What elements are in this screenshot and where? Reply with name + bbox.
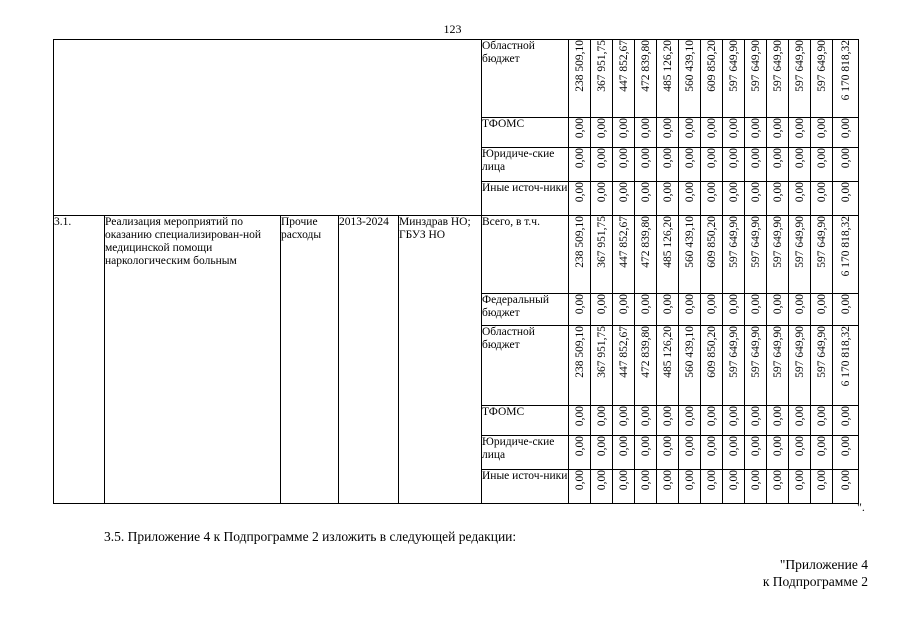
value-text: 0,00 bbox=[705, 436, 718, 457]
value-text: 0,00 bbox=[617, 182, 630, 203]
value-text: 0,00 bbox=[815, 406, 828, 427]
value-text: 6 170 818,32 bbox=[839, 216, 852, 277]
value-text: 0,00 bbox=[595, 406, 608, 427]
value-cell bbox=[657, 148, 679, 182]
value-text: 0,00 bbox=[727, 406, 740, 427]
value-text: 367 951,75 bbox=[595, 326, 608, 378]
value-text: 0,00 bbox=[617, 294, 630, 315]
value-cell bbox=[745, 182, 767, 216]
value-cell bbox=[591, 182, 613, 216]
value-text: 0,00 bbox=[839, 148, 852, 169]
value-cell bbox=[591, 216, 613, 294]
value-cell bbox=[613, 406, 635, 436]
value-cell bbox=[745, 326, 767, 406]
value-text: 0,00 bbox=[839, 294, 852, 315]
value-cell bbox=[767, 326, 789, 406]
item-period-cell: 2013-2024 bbox=[339, 216, 399, 504]
value-cell bbox=[679, 294, 701, 326]
value-text: 472 839,80 bbox=[639, 216, 652, 268]
value-cell bbox=[811, 118, 833, 148]
value-text: 0,00 bbox=[573, 436, 586, 457]
value-cell bbox=[833, 436, 859, 470]
value-text: 238 509,10 bbox=[573, 326, 586, 378]
value-text: 0,00 bbox=[749, 148, 762, 169]
value-text: 597 649,90 bbox=[727, 216, 740, 268]
value-cell bbox=[635, 470, 657, 504]
value-cell bbox=[657, 436, 679, 470]
value-cell bbox=[591, 118, 613, 148]
value-text: 447 852,67 bbox=[617, 326, 630, 378]
value-cell bbox=[767, 406, 789, 436]
value-text: 609 850,20 bbox=[705, 216, 718, 268]
value-cell bbox=[745, 40, 767, 118]
value-text: 0,00 bbox=[683, 148, 696, 169]
value-cell bbox=[701, 326, 723, 406]
item-category-cell: Прочие расходы bbox=[281, 216, 339, 504]
funding-source-cell: Иные источ-ники bbox=[482, 182, 569, 216]
value-text: 597 649,90 bbox=[793, 326, 806, 378]
value-cell bbox=[833, 118, 859, 148]
value-text: 0,00 bbox=[727, 436, 740, 457]
value-text: 0,00 bbox=[705, 118, 718, 139]
value-text: 0,00 bbox=[771, 470, 784, 491]
value-text: 0,00 bbox=[793, 470, 806, 491]
value-text: 0,00 bbox=[661, 182, 674, 203]
value-text: 0,00 bbox=[705, 294, 718, 315]
value-cell bbox=[789, 436, 811, 470]
value-cell bbox=[569, 216, 591, 294]
table-row bbox=[54, 40, 859, 118]
value-text: 0,00 bbox=[815, 294, 828, 315]
value-text: 0,00 bbox=[617, 148, 630, 169]
value-cell bbox=[789, 40, 811, 118]
value-text: 597 649,90 bbox=[727, 40, 740, 92]
page-number: 123 bbox=[443, 22, 462, 36]
value-cell bbox=[635, 326, 657, 406]
value-text: 0,00 bbox=[573, 470, 586, 491]
value-cell bbox=[833, 40, 859, 118]
value-cell bbox=[745, 216, 767, 294]
value-cell bbox=[833, 294, 859, 326]
value-cell bbox=[723, 148, 745, 182]
value-cell bbox=[657, 216, 679, 294]
value-cell bbox=[613, 40, 635, 118]
value-cell bbox=[811, 216, 833, 294]
value-cell bbox=[635, 294, 657, 326]
value-text: 0,00 bbox=[815, 436, 828, 457]
value-text: 485 126,20 bbox=[661, 216, 674, 268]
table-row bbox=[54, 216, 859, 294]
value-text: 6 170 818,32 bbox=[839, 40, 852, 101]
funding-source-cell: Всего, в т.ч. bbox=[482, 216, 569, 294]
value-cell bbox=[635, 216, 657, 294]
value-text: 0,00 bbox=[661, 470, 674, 491]
value-text: 597 649,90 bbox=[771, 326, 784, 378]
value-cell bbox=[811, 436, 833, 470]
value-cell bbox=[635, 40, 657, 118]
value-text: 0,00 bbox=[815, 148, 828, 169]
funding-source-cell: ТФОМС bbox=[482, 118, 569, 148]
value-text: 0,00 bbox=[639, 406, 652, 427]
value-cell bbox=[723, 406, 745, 436]
value-text: 0,00 bbox=[771, 294, 784, 315]
value-cell bbox=[657, 294, 679, 326]
value-text: 0,00 bbox=[573, 406, 586, 427]
value-cell bbox=[569, 148, 591, 182]
value-cell bbox=[591, 406, 613, 436]
value-text: 0,00 bbox=[749, 118, 762, 139]
value-cell bbox=[833, 148, 859, 182]
value-cell bbox=[701, 470, 723, 504]
value-cell bbox=[745, 148, 767, 182]
continued-blank-cell bbox=[54, 40, 482, 216]
value-cell bbox=[723, 40, 745, 118]
value-cell bbox=[679, 326, 701, 406]
value-text: 0,00 bbox=[793, 406, 806, 427]
value-cell bbox=[613, 294, 635, 326]
appendix-heading bbox=[763, 556, 868, 590]
value-text: 0,00 bbox=[727, 294, 740, 315]
value-cell bbox=[767, 436, 789, 470]
value-cell bbox=[723, 118, 745, 148]
value-text: 597 649,90 bbox=[793, 40, 806, 92]
value-text: 472 839,80 bbox=[639, 40, 652, 92]
value-cell bbox=[679, 182, 701, 216]
value-cell bbox=[635, 436, 657, 470]
value-cell bbox=[789, 118, 811, 148]
value-text: 0,00 bbox=[683, 436, 696, 457]
value-text: 0,00 bbox=[573, 148, 586, 169]
value-text: 0,00 bbox=[705, 148, 718, 169]
value-text: 0,00 bbox=[839, 470, 852, 491]
value-cell bbox=[657, 40, 679, 118]
value-cell bbox=[767, 470, 789, 504]
value-cell bbox=[701, 118, 723, 148]
value-text: 0,00 bbox=[727, 148, 740, 169]
value-text: 367 951,75 bbox=[595, 216, 608, 268]
value-text: 0,00 bbox=[639, 436, 652, 457]
value-text: 0,00 bbox=[595, 182, 608, 203]
amendment-statement: 3.5. Приложение 4 к Подпрограмме 2 изложить в следующей редакции: bbox=[104, 529, 517, 544]
value-cell bbox=[657, 182, 679, 216]
value-text: 597 649,90 bbox=[815, 326, 828, 378]
budget-table-body bbox=[54, 40, 859, 504]
value-text: 0,00 bbox=[595, 148, 608, 169]
value-cell bbox=[745, 436, 767, 470]
value-text: 0,00 bbox=[749, 294, 762, 315]
value-text: 597 649,90 bbox=[815, 216, 828, 268]
value-cell bbox=[723, 436, 745, 470]
value-cell bbox=[569, 326, 591, 406]
value-cell bbox=[811, 470, 833, 504]
value-cell bbox=[701, 294, 723, 326]
value-text: 0,00 bbox=[815, 470, 828, 491]
value-text: 0,00 bbox=[661, 148, 674, 169]
value-cell bbox=[569, 406, 591, 436]
value-text: 0,00 bbox=[639, 148, 652, 169]
value-text: 0,00 bbox=[683, 406, 696, 427]
value-cell bbox=[657, 470, 679, 504]
value-text: 0,00 bbox=[839, 436, 852, 457]
value-text: 0,00 bbox=[617, 406, 630, 427]
appendix-title: "Приложение 4 bbox=[779, 557, 868, 572]
value-cell bbox=[811, 182, 833, 216]
value-text: 0,00 bbox=[793, 294, 806, 315]
value-cell bbox=[701, 216, 723, 294]
value-cell bbox=[591, 148, 613, 182]
value-text: 0,00 bbox=[705, 470, 718, 491]
value-text: 0,00 bbox=[573, 182, 586, 203]
value-text: 0,00 bbox=[727, 118, 740, 139]
value-text: 0,00 bbox=[839, 118, 852, 139]
value-cell bbox=[789, 182, 811, 216]
value-cell bbox=[833, 182, 859, 216]
value-text: 0,00 bbox=[705, 406, 718, 427]
value-text: 0,00 bbox=[617, 436, 630, 457]
value-text: 597 649,90 bbox=[815, 40, 828, 92]
value-cell bbox=[679, 40, 701, 118]
value-cell bbox=[613, 470, 635, 504]
value-text: 0,00 bbox=[749, 406, 762, 427]
value-text: 597 649,90 bbox=[749, 216, 762, 268]
value-text: 0,00 bbox=[771, 182, 784, 203]
item-name-cell: Реализация мероприятий по оказанию специализирован-ной медицинской помощи наркологическим больным bbox=[105, 216, 281, 504]
value-cell bbox=[613, 326, 635, 406]
value-cell bbox=[613, 148, 635, 182]
funding-source-cell: ТФОМС bbox=[482, 406, 569, 436]
value-cell bbox=[657, 118, 679, 148]
value-text: 0,00 bbox=[661, 118, 674, 139]
value-text: 609 850,20 bbox=[705, 40, 718, 92]
value-text: 0,00 bbox=[639, 182, 652, 203]
value-text: 0,00 bbox=[793, 148, 806, 169]
value-cell bbox=[679, 470, 701, 504]
value-text: 560 439,10 bbox=[683, 216, 696, 268]
value-text: 597 649,90 bbox=[749, 40, 762, 92]
value-cell bbox=[679, 406, 701, 436]
value-text: 560 439,10 bbox=[683, 326, 696, 378]
value-text: 597 649,90 bbox=[793, 216, 806, 268]
value-text: 6 170 818,32 bbox=[839, 326, 852, 387]
value-text: 0,00 bbox=[749, 436, 762, 457]
value-cell bbox=[591, 436, 613, 470]
value-text: 560 439,10 bbox=[683, 40, 696, 92]
value-text: 0,00 bbox=[793, 436, 806, 457]
appendix-subtitle: к Подпрограмме 2 bbox=[762, 574, 868, 589]
value-text: 447 852,67 bbox=[617, 40, 630, 92]
value-cell bbox=[833, 406, 859, 436]
value-cell bbox=[635, 406, 657, 436]
value-text: 0,00 bbox=[573, 294, 586, 315]
value-text: 0,00 bbox=[839, 182, 852, 203]
value-text: 0,00 bbox=[683, 294, 696, 315]
value-text: 485 126,20 bbox=[661, 40, 674, 92]
item-number-cell: 3.1. bbox=[54, 216, 105, 504]
value-text: 367 951,75 bbox=[595, 40, 608, 92]
value-cell bbox=[591, 326, 613, 406]
value-cell bbox=[723, 216, 745, 294]
value-cell bbox=[613, 118, 635, 148]
value-cell bbox=[701, 148, 723, 182]
value-cell bbox=[723, 182, 745, 216]
value-text: 597 649,90 bbox=[771, 216, 784, 268]
value-cell bbox=[789, 470, 811, 504]
value-cell bbox=[723, 470, 745, 504]
funding-source-cell: Областной бюджет bbox=[482, 40, 569, 118]
value-text: 0,00 bbox=[749, 182, 762, 203]
value-cell bbox=[701, 406, 723, 436]
value-cell bbox=[591, 40, 613, 118]
value-cell bbox=[811, 326, 833, 406]
value-text: 0,00 bbox=[727, 182, 740, 203]
item-executor-cell: Минздрав НО; ГБУЗ НО bbox=[399, 216, 482, 504]
value-cell bbox=[767, 294, 789, 326]
value-text: 0,00 bbox=[639, 470, 652, 491]
value-text: 0,00 bbox=[683, 182, 696, 203]
value-cell bbox=[613, 182, 635, 216]
value-text: 597 649,90 bbox=[771, 40, 784, 92]
value-text: 0,00 bbox=[771, 406, 784, 427]
value-text: 0,00 bbox=[661, 436, 674, 457]
value-text: 472 839,80 bbox=[639, 326, 652, 378]
value-text: 0,00 bbox=[683, 118, 696, 139]
value-text: 0,00 bbox=[639, 118, 652, 139]
funding-source-cell: Федеральный бюджет bbox=[482, 294, 569, 326]
value-cell bbox=[591, 294, 613, 326]
value-text: 0,00 bbox=[815, 182, 828, 203]
value-cell bbox=[811, 148, 833, 182]
value-cell bbox=[635, 182, 657, 216]
value-cell bbox=[591, 470, 613, 504]
value-cell bbox=[635, 148, 657, 182]
funding-source-cell: Областной бюджет bbox=[482, 326, 569, 406]
value-text: 485 126,20 bbox=[661, 326, 674, 378]
value-text: 0,00 bbox=[771, 118, 784, 139]
value-cell bbox=[701, 40, 723, 118]
funding-source-cell: Юридиче-ские лица bbox=[482, 148, 569, 182]
value-cell bbox=[569, 470, 591, 504]
value-text: 0,00 bbox=[595, 436, 608, 457]
value-text: 0,00 bbox=[617, 118, 630, 139]
value-cell bbox=[767, 118, 789, 148]
value-cell bbox=[767, 216, 789, 294]
value-text: 0,00 bbox=[839, 406, 852, 427]
value-cell bbox=[789, 216, 811, 294]
value-cell bbox=[569, 118, 591, 148]
closing-quote: ". bbox=[857, 500, 865, 514]
value-text: 0,00 bbox=[617, 470, 630, 491]
value-cell bbox=[635, 118, 657, 148]
value-cell bbox=[745, 294, 767, 326]
value-cell bbox=[701, 182, 723, 216]
value-cell bbox=[569, 40, 591, 118]
value-text: 0,00 bbox=[793, 118, 806, 139]
value-text: 238 509,10 bbox=[573, 40, 586, 92]
value-text: 238 509,10 bbox=[573, 216, 586, 268]
value-text: 0,00 bbox=[595, 118, 608, 139]
value-cell bbox=[679, 216, 701, 294]
value-cell bbox=[767, 40, 789, 118]
value-cell bbox=[569, 294, 591, 326]
value-cell bbox=[569, 182, 591, 216]
funding-source-cell: Юридиче-ские лица bbox=[482, 436, 569, 470]
value-cell bbox=[745, 406, 767, 436]
value-cell bbox=[723, 294, 745, 326]
value-cell bbox=[811, 294, 833, 326]
value-cell bbox=[723, 326, 745, 406]
value-text: 0,00 bbox=[661, 406, 674, 427]
value-cell bbox=[833, 326, 859, 406]
value-text: 597 649,90 bbox=[727, 326, 740, 378]
value-cell bbox=[613, 436, 635, 470]
value-cell bbox=[679, 148, 701, 182]
value-text: 0,00 bbox=[595, 294, 608, 315]
value-cell bbox=[767, 182, 789, 216]
value-cell bbox=[789, 294, 811, 326]
value-text: 447 852,67 bbox=[617, 216, 630, 268]
value-text: 0,00 bbox=[639, 294, 652, 315]
value-text: 609 850,20 bbox=[705, 326, 718, 378]
value-cell bbox=[745, 470, 767, 504]
value-text: 0,00 bbox=[771, 436, 784, 457]
value-cell bbox=[767, 148, 789, 182]
value-text: 0,00 bbox=[771, 148, 784, 169]
value-text: 0,00 bbox=[815, 118, 828, 139]
value-cell bbox=[613, 216, 635, 294]
value-cell bbox=[657, 326, 679, 406]
value-cell bbox=[745, 118, 767, 148]
value-cell bbox=[679, 436, 701, 470]
value-cell bbox=[833, 216, 859, 294]
value-cell bbox=[833, 470, 859, 504]
value-text: 0,00 bbox=[793, 182, 806, 203]
value-cell bbox=[789, 326, 811, 406]
value-cell bbox=[789, 406, 811, 436]
value-cell bbox=[701, 436, 723, 470]
value-cell bbox=[789, 148, 811, 182]
value-text: 0,00 bbox=[661, 294, 674, 315]
budget-table bbox=[53, 39, 859, 504]
value-cell bbox=[657, 406, 679, 436]
value-text: 0,00 bbox=[727, 470, 740, 491]
value-text: 0,00 bbox=[573, 118, 586, 139]
value-text: 0,00 bbox=[749, 470, 762, 491]
value-text: 0,00 bbox=[683, 470, 696, 491]
value-text: 597 649,90 bbox=[749, 326, 762, 378]
value-cell bbox=[811, 40, 833, 118]
value-text: 0,00 bbox=[705, 182, 718, 203]
value-cell bbox=[679, 118, 701, 148]
value-text: 0,00 bbox=[595, 470, 608, 491]
value-cell bbox=[811, 406, 833, 436]
value-cell bbox=[569, 436, 591, 470]
funding-source-cell: Иные источ-ники bbox=[482, 470, 569, 504]
